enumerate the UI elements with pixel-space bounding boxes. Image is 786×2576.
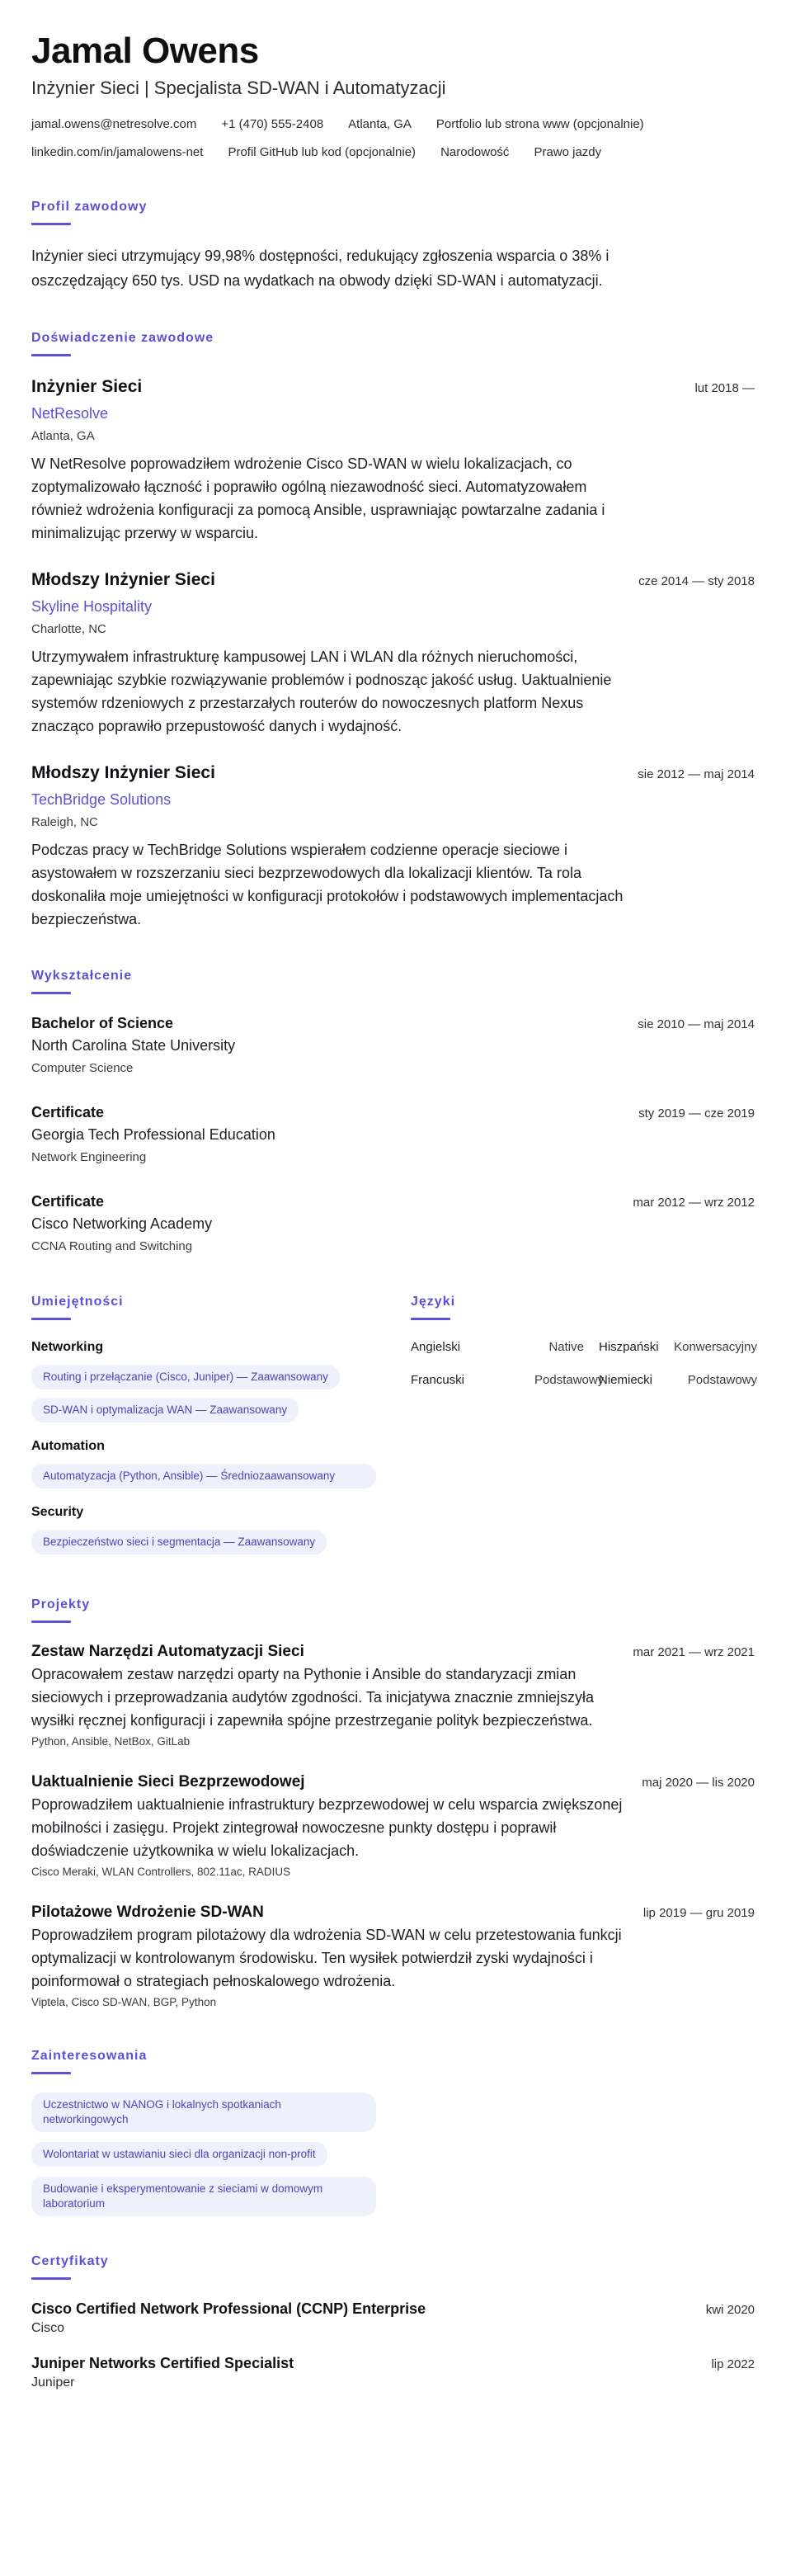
project-dates: mar 2021 — wrz 2021 bbox=[633, 1645, 755, 1659]
section-divider bbox=[31, 992, 71, 994]
section-title: Języki bbox=[411, 1295, 456, 1309]
job-location: Raleigh, NC bbox=[31, 815, 98, 829]
interest-chip: Wolontariat w ustawianiu sieci dla organizacji non-profit bbox=[31, 2142, 327, 2167]
job-entry bbox=[31, 375, 755, 545]
education-field: Network Engineering bbox=[31, 1150, 147, 1164]
certification-entry bbox=[31, 2298, 755, 2338]
project-entry bbox=[31, 1772, 755, 1880]
education-degree: Certificate bbox=[31, 1104, 105, 1121]
language-level: Native bbox=[548, 1340, 584, 1354]
skill-chip: Automatyzacja (Python, Ansible) — Średniozaawansowany bbox=[31, 1464, 376, 1489]
contact-email: jamal.owens@netresolve.com bbox=[31, 117, 197, 131]
contact-portfolio: Portfolio lub strona www (opcjonalnie) bbox=[435, 117, 644, 131]
project-title: Uaktualnienie Sieci Bezprzewodowej bbox=[31, 1773, 305, 1790]
project-dates: maj 2020 — lis 2020 bbox=[642, 1776, 755, 1790]
section-title: Zainteresowania bbox=[31, 2049, 148, 2063]
education-dates: mar 2012 — wrz 2012 bbox=[633, 1196, 755, 1210]
candidate-name: Jamal Owens bbox=[31, 31, 259, 71]
language-level: Podstawowy bbox=[687, 1373, 757, 1387]
certification-issuer: Juniper bbox=[31, 2375, 75, 2390]
job-title: Młodszy Inżynier Sieci bbox=[31, 763, 215, 782]
certification-entry bbox=[31, 2352, 755, 2392]
language-name: Angielski bbox=[411, 1340, 461, 1354]
languages-section bbox=[411, 1293, 757, 1569]
education-school: Cisco Networking Academy bbox=[31, 1215, 213, 1232]
contact-driving-license: Prawo jazdy bbox=[534, 145, 602, 159]
project-technologies: Cisco Meraki, WLAN Controllers, 802.11ac, RADIUS bbox=[31, 1866, 291, 1878]
job-dates: sie 2012 — maj 2014 bbox=[638, 767, 755, 781]
summary-text: Inżynier sieci utrzymujący 99,98% dostępności, redukujący zgłoszenia wsparcia o 38% i oszczędzający 650 tys. USD na wydatkach na obwody dzięki SD-WAN i automatyzacji. bbox=[31, 248, 610, 289]
skill-group bbox=[31, 1437, 376, 1489]
certification-name: Cisco Certified Network Professional (CCNP) Enterprise bbox=[31, 2300, 426, 2317]
section-title: Umiejętności bbox=[31, 1295, 124, 1309]
education-school: North Carolina State University bbox=[31, 1037, 236, 1054]
contact-phone: +1 (470) 555-2408 bbox=[221, 117, 324, 131]
project-description: Poprowadziłem uaktualnienie infrastruktury bezprzewodowej w celu wsparcia zwiększonej mobilności i zasięgu. Projekt zintegrował nowoczesne punkty dostępu i poprawił doświadczenie użytkownika w wielu lokalizacjach. bbox=[31, 1796, 623, 1859]
section-divider bbox=[31, 354, 71, 356]
language-level: Podstawowy bbox=[534, 1373, 605, 1387]
education-dates: sie 2010 — maj 2014 bbox=[638, 1017, 755, 1031]
projects-section bbox=[31, 1596, 755, 2011]
contact-list bbox=[31, 116, 757, 162]
job-title: Młodszy Inżynier Sieci bbox=[31, 570, 215, 589]
job-company: NetResolve bbox=[31, 405, 109, 422]
education-entry bbox=[31, 1191, 755, 1257]
project-entry bbox=[31, 1641, 755, 1750]
job-company: Skyline Hospitality bbox=[31, 598, 153, 615]
job-description: Utrzymywałem infrastrukturę kampusowej LAN i WLAN dla różnych nieruchomości, zapewniając szybkie rozwiązywanie problemów i podnosząc jakość usług. Uaktualnienie systemów rdzeniowych z przestarzałych routerów do nowoczesnych platform Nexus znacząco poprawiło przepustowość danych i wydajność. bbox=[31, 649, 612, 734]
section-title: Wykształcenie bbox=[31, 969, 133, 983]
job-entry bbox=[31, 761, 755, 931]
job-title: Inżynier Sieci bbox=[31, 377, 143, 396]
certification-date: lip 2022 bbox=[711, 2357, 755, 2371]
section-title: Projekty bbox=[31, 1597, 91, 1611]
summary-section bbox=[31, 198, 755, 293]
project-technologies: Python, Ansible, NetBox, GitLab bbox=[31, 1735, 191, 1748]
skill-chip: Bezpieczeństwo sieci i segmentacja — Zaawansowany bbox=[31, 1530, 327, 1555]
interest-chip: Budowanie i eksperymentowanie z sieciami w domowym laboratorium bbox=[31, 2177, 376, 2216]
job-dates: cze 2014 — sty 2018 bbox=[638, 574, 755, 588]
candidate-headline: Inżynier Sieci | Specjalista SD-WAN i Automatyzacji bbox=[31, 78, 446, 98]
skill-chip: SD-WAN i optymalizacja WAN — Zaawansowany bbox=[31, 1398, 299, 1422]
job-company: TechBridge Solutions bbox=[31, 791, 172, 808]
skill-group bbox=[31, 1503, 376, 1555]
project-entry bbox=[31, 1902, 755, 2011]
certification-date: kwi 2020 bbox=[705, 2303, 755, 2317]
project-description: Poprowadziłem program pilotażowy dla wdrożenia SD-WAN w celu przetestowania funkcji optymalizacji w kontrolowanym środowisku. Ten wysiłek potwierdził zyski wydajności i poinformował o strategiach pełnoskalowego wdrożenia. bbox=[31, 1927, 622, 1989]
experience-section bbox=[31, 329, 755, 931]
project-description: Opracowałem zestaw narzędzi oparty na Pythonie i Ansible do standaryzacji zmian sieciowych i przeprowadzania audytów zgodności. Ta inicjatywa znacznie zmniejszyła wysiłki ręcznej konfiguracji i zapewniła spójne przestrzeganie polityk bezpieczeństwa. bbox=[31, 1666, 594, 1729]
section-divider bbox=[31, 2072, 71, 2074]
contact-nationality: Narodowość bbox=[440, 145, 510, 159]
interest-list bbox=[31, 2092, 755, 2216]
contact-linkedin: linkedin.com/in/jamalowens-net bbox=[31, 145, 204, 159]
skill-category: Networking bbox=[31, 1340, 104, 1354]
education-section bbox=[31, 967, 755, 1257]
certifications-section bbox=[31, 2253, 755, 2392]
section-title: Profil zawodowy bbox=[31, 200, 148, 214]
skills-languages-row bbox=[31, 1293, 755, 1569]
job-description: Podczas pracy w TechBridge Solutions wspierałem codzienne operacje sieciowe i asystowałem w rozszerzaniu sieci bezprzewodowych dla lokalizacji klientów. Ta rola doskonaliła moje umiejętności w konfiguracji protokołów i podstawowych implementacjach bezpieczeństwa. bbox=[31, 842, 624, 927]
project-title: Pilotażowe Wdrożenie SD-WAN bbox=[31, 1904, 264, 1921]
job-entry bbox=[31, 568, 755, 738]
skill-category: Automation bbox=[31, 1439, 105, 1453]
education-school: Georgia Tech Professional Education bbox=[31, 1126, 275, 1143]
skill-category: Security bbox=[31, 1505, 84, 1519]
section-divider bbox=[31, 2277, 71, 2280]
job-description: W NetResolve poprowadziłem wdrożenie Cisco SD-WAN w wielu lokalizacjach, co zoptymalizowało łączność i poprawiło ogólną niezawodność sieci. Automatyzowałem również wdrożenia konfiguracji za pomocą Ansible, usprawniając powtarzalne zadania i minimalizując przerwy w wsparciu. bbox=[31, 455, 605, 541]
education-field: CCNA Routing and Switching bbox=[31, 1239, 193, 1253]
section-title: Doświadczenie zawodowe bbox=[31, 331, 214, 345]
language-list bbox=[411, 1338, 757, 1389]
skill-group bbox=[31, 1338, 376, 1422]
education-entry bbox=[31, 1012, 755, 1078]
contact-location: Atlanta, GA bbox=[348, 117, 412, 131]
job-location: Atlanta, GA bbox=[31, 429, 95, 443]
interests-section bbox=[31, 2047, 755, 2216]
section-divider bbox=[31, 1621, 71, 1623]
education-field: Computer Science bbox=[31, 1061, 134, 1075]
job-dates: lut 2018 — bbox=[694, 381, 755, 395]
resume-header bbox=[31, 30, 755, 162]
language-level: Konwersacyjny bbox=[674, 1340, 757, 1354]
section-title: Certyfikaty bbox=[31, 2254, 109, 2268]
section-divider bbox=[31, 223, 71, 225]
language-name: Francuski bbox=[411, 1373, 465, 1387]
education-degree: Bachelor of Science bbox=[31, 1015, 174, 1031]
project-dates: lip 2019 — gru 2019 bbox=[642, 1906, 755, 1920]
job-location: Charlotte, NC bbox=[31, 622, 106, 636]
education-entry bbox=[31, 1102, 755, 1168]
interest-chip: Uczestnictwo w NANOG i lokalnych spotkaniach networkingowych bbox=[31, 2092, 376, 2132]
contact-github: Profil GitHub lub kod (opcjonalnie) bbox=[228, 145, 417, 159]
language-name: Niemiecki bbox=[599, 1373, 653, 1387]
section-divider bbox=[31, 1318, 71, 1320]
certification-name: Juniper Networks Certified Specialist bbox=[31, 2355, 294, 2371]
section-divider bbox=[411, 1318, 450, 1320]
project-title: Zestaw Narzędzi Automatyzacji Sieci bbox=[31, 1643, 304, 1660]
education-dates: sty 2019 — cze 2019 bbox=[638, 1106, 755, 1121]
skill-chip: Routing i przełączanie (Cisco, Juniper) — Zaawansowany bbox=[31, 1365, 340, 1389]
education-degree: Certificate bbox=[31, 1193, 105, 1210]
language-name: Hiszpański bbox=[599, 1340, 659, 1354]
skills-section bbox=[31, 1293, 376, 1569]
project-technologies: Viptela, Cisco SD-WAN, BGP, Python bbox=[31, 1996, 217, 2008]
certification-issuer: Cisco bbox=[31, 2321, 65, 2335]
